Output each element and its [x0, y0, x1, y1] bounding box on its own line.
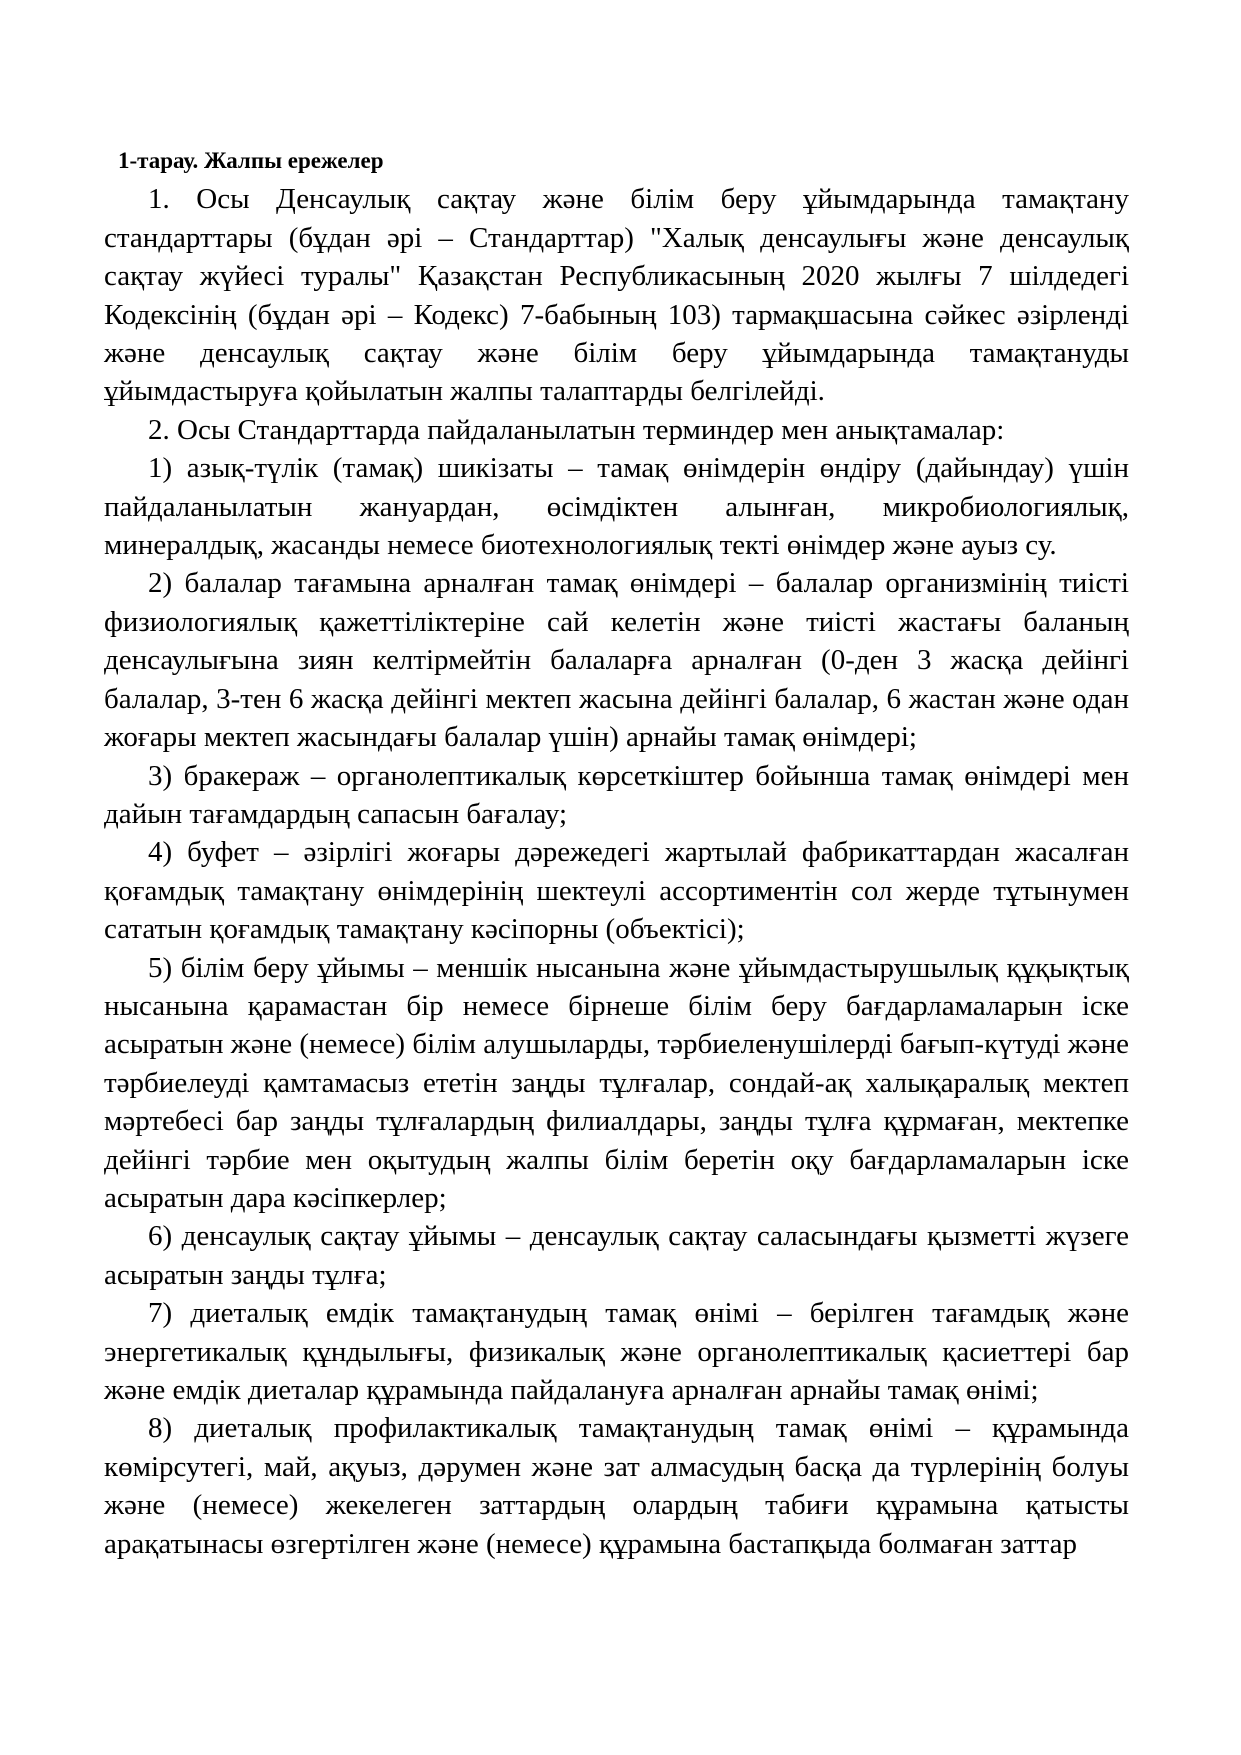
definition-item-8: 8) диеталық профилактикалық тамақтанудың тамақ өнімі – құрамында көмірсутегі, май, ақуыз, дәрумен және зат алмасудың басқа да түрлерінің болуы және (немесе) жекелеген заттардың олардың табиғи құрамына қатысты арақатынасы өзгертілген және (немесе) құрамына бастапқыда болмаған заттар [104, 1412, 1129, 1560]
definition-item-3: 3) бракераж – органолептикалық көрсеткіштер бойынша тамақ өнімдері мен дайын тағамдардың сапасын бағалау; [104, 759, 1129, 830]
paragraph-1: 1. Осы Денсаулық сақтау және білім беру ұйымдарында тамақтану стандарттары (бұдан әрі – Стандарттар) "Халық денсаулығы және денсаулық сақтау жүйесі туралы" Қазақстан Республикасының 2020 жылғы 7 шілдедегі Кодексінің (бұдан әрі – Кодекс) 7-бабының 103) тармақшасына сәйкес әзірленді және денсаулық сақтау және білім беру ұйымдарында тамақтануды ұйымдастыруға қойылатын жалпы талаптарды белгілейді. [104, 183, 1129, 408]
definition-item-4: 4) буфет – әзірлігі жоғары дәрежедегі жартылай фабрикаттардан жасалған қоғамдық тамақтану өнімдерінің шектеулі ассортиментін сол жерде тұтынумен сататын қоғамдық тамақтану кәсіпорны (объектісі); [104, 836, 1129, 946]
paragraph-2: 2. Осы Стандарттарда пайдаланылатын терминдер мен анықтамалар: [148, 413, 1005, 446]
definition-item-5: 5) білім беру ұйымы – меншік нысанына және ұйымдастырушылық құқықтық нысанына қарамастан бір немесе бірнеше білім беру бағдарламаларын іске асыратын және (немесе) білім алушыларды, тәрбиеленушілерді бағып-күтуді және тәрбиелеуді қамтамасыз ететін заңды тұлғалар, сондай-ақ халықаралық мектеп мәртебесі бар заңды тұлғалардың филиалдары, заңды тұлға құрмаған, мектепке дейінгі тәрбие мен оқытудың жалпы білім беретін оқу бағдарламаларын іске асыратын дара кәсіпкерлер; [104, 951, 1129, 1214]
definition-item-1: 1) азық-түлік (тамақ) шикізаты – тамақ өнімдерін өндіру (дайындау) үшін пайдаланылатын жануардан, өсімдіктен алынған, микробиологиялық, минералдық, жасанды немесе биотехнологиялық текті өнімдер және ауыз су. [104, 452, 1129, 562]
definition-item-2: 2) балалар тағамына арналған тамақ өнімдері – балалар организмінің тиісті физиологиялық қажеттіліктеріне сай келетін және тиісті жастағы баланың денсаулығына зиян келтірмейтін балаларға арналған (0-ден 3 жасқа дейінгі балалар, 3-тен 6 жасқа дейінгі мектеп жасына дейінгі балалар, 6 жастан және одан жоғары мектеп жасындағы балалар үшін) арнайы тамақ өнімдері; [104, 567, 1129, 754]
definition-item-6: 6) денсаулық сақтау ұйымы – денсаулық сақтау саласындағы қызметті жүзеге асыратын заңды тұлға; [104, 1220, 1129, 1291]
definition-item-7: 7) диеталық емдік тамақтанудың тамақ өнімі – берілген тағамдық және энергетикалық құндылығы, физикалық және органолептикалық қасиеттері бар және емдік диеталар құрамында пайдалануға арналған арнайы тамақ өнімі; [104, 1297, 1129, 1406]
chapter-heading: 1-тарау. Жалпы ережелер [118, 148, 384, 173]
